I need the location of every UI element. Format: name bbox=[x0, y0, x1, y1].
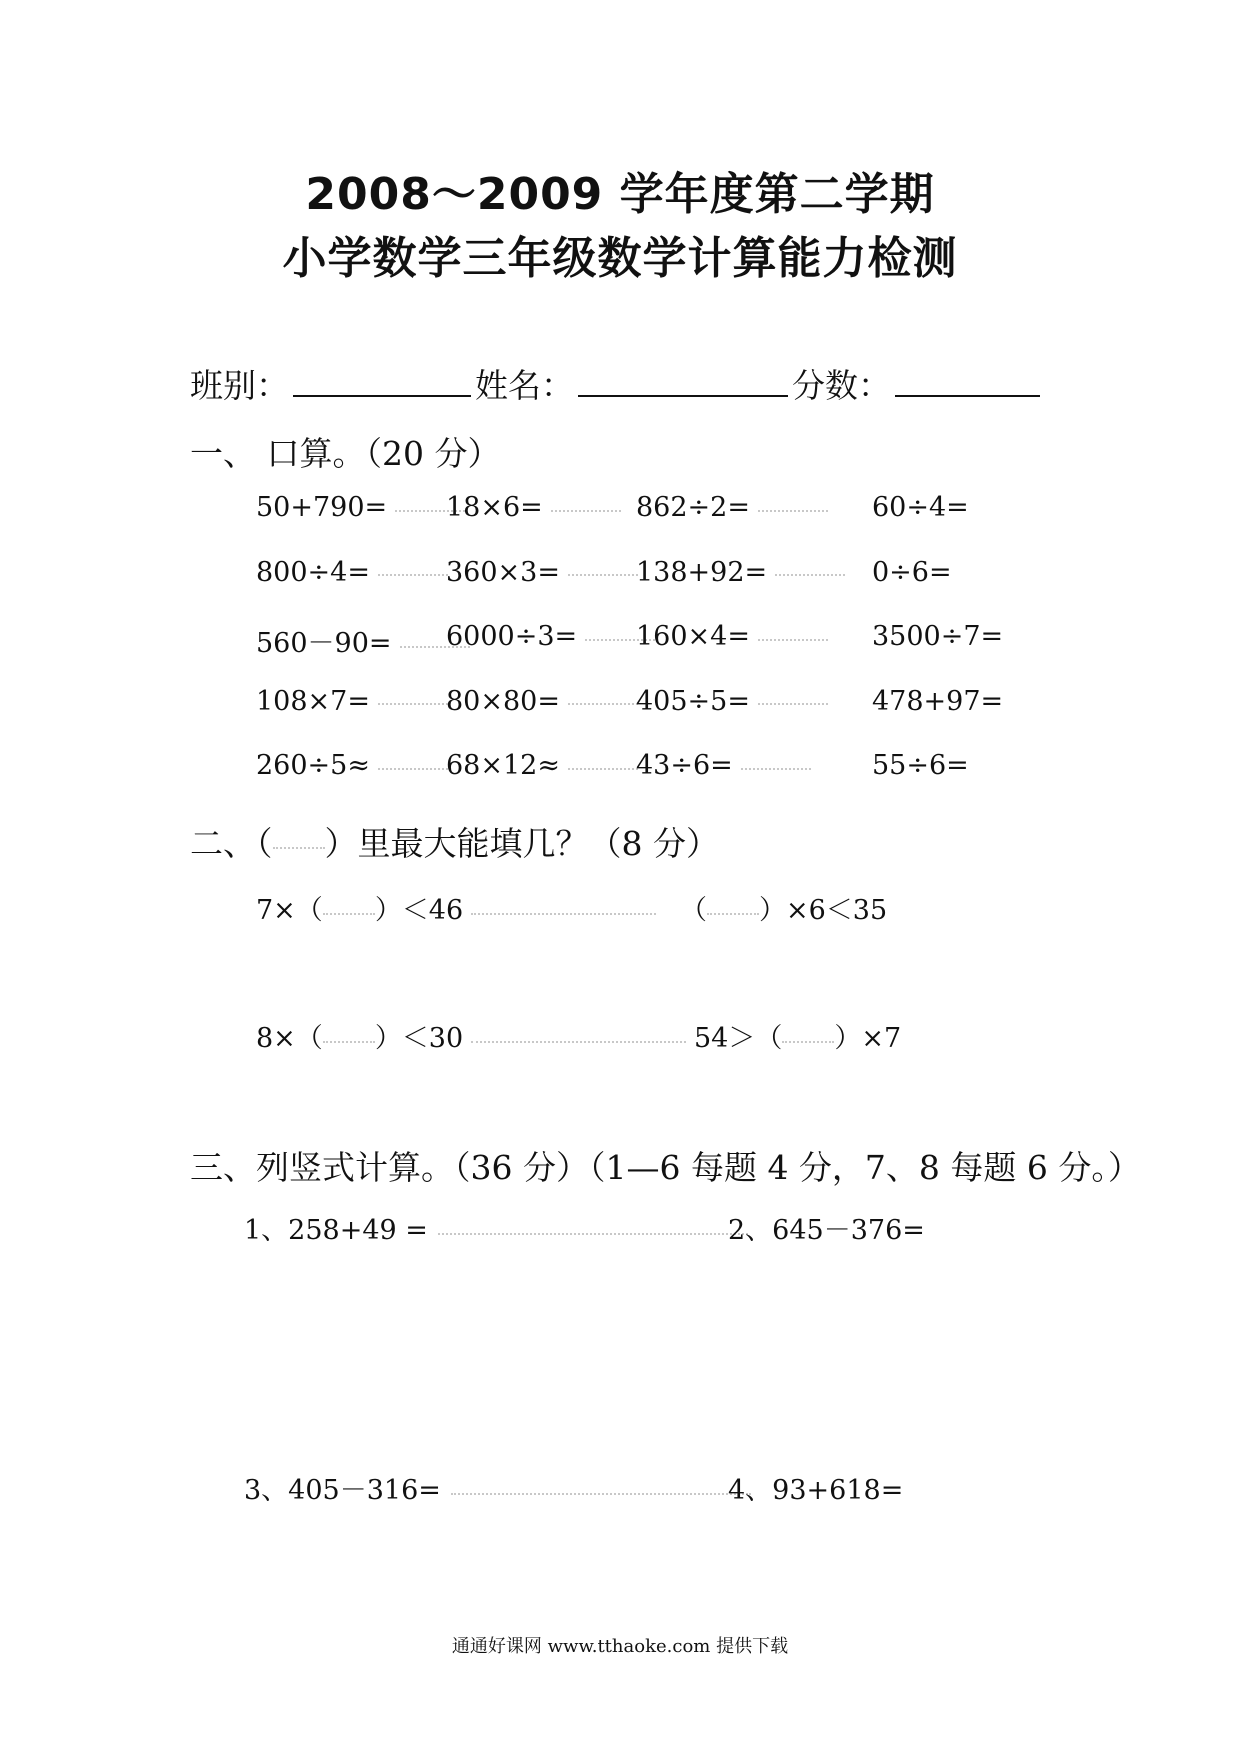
oral-calc-item bbox=[636, 557, 845, 588]
oral-calc-expression: 3500÷7= bbox=[872, 621, 1004, 652]
oral-calc-expression: 138+92= bbox=[636, 556, 768, 588]
fill-gap bbox=[323, 1037, 375, 1043]
fill-item-4-post: ）×7 bbox=[834, 1023, 902, 1054]
oral-calc-item bbox=[256, 750, 448, 781]
name-label: 姓名： bbox=[475, 366, 574, 405]
dotted-leader bbox=[758, 699, 828, 705]
oral-calc-expression: 560－90= bbox=[256, 628, 392, 659]
vertical-calc-1 bbox=[244, 1208, 748, 1247]
oral-calc-item bbox=[872, 686, 1003, 717]
oral-calc-expression: 43÷6= bbox=[636, 750, 733, 781]
dotted-leader bbox=[775, 570, 845, 576]
dotted-leader bbox=[551, 506, 621, 512]
dotted-leader bbox=[568, 570, 638, 576]
section-1-heading: 一、 口算。（20 分） bbox=[190, 434, 501, 473]
oral-calc-item bbox=[446, 621, 655, 652]
student-info-line bbox=[190, 360, 1044, 407]
fill-gap bbox=[707, 909, 759, 915]
vertical-calc-4: 4、93+618= bbox=[728, 1475, 904, 1506]
oral-calc-expression: 50+790= bbox=[256, 492, 388, 523]
oral-calc-expression: 60÷4= bbox=[872, 492, 969, 523]
dotted-leader bbox=[378, 570, 448, 576]
section-2-heading bbox=[190, 818, 719, 865]
oral-calc-expression: 800÷4= bbox=[256, 556, 370, 588]
dotted-leader bbox=[758, 506, 828, 512]
dotted-leader bbox=[758, 635, 828, 641]
oral-calc-item bbox=[636, 686, 828, 717]
name-blank bbox=[578, 365, 788, 397]
oral-calc-item bbox=[636, 750, 811, 781]
oral-calc-item bbox=[256, 492, 465, 523]
score-label: 分数： bbox=[792, 366, 891, 405]
fill-item-1 bbox=[256, 888, 656, 927]
class-blank bbox=[293, 365, 471, 397]
oral-calc-expression: 478+97= bbox=[872, 685, 1004, 717]
oral-calc-expression: 405÷5= bbox=[636, 685, 750, 717]
oral-calc-expression: 260÷5≈ bbox=[256, 750, 370, 781]
fill-item-2-post: ）×6＜35 bbox=[759, 895, 888, 926]
dotted-leader bbox=[568, 764, 638, 770]
oral-calc-expression: 0÷6= bbox=[872, 556, 952, 588]
oral-calc-item bbox=[872, 557, 952, 588]
dotted-leader bbox=[438, 1229, 748, 1235]
fill-gap bbox=[323, 909, 375, 915]
oral-calc-item bbox=[446, 492, 621, 523]
fill-item-3-post: ）＜30 bbox=[374, 1023, 464, 1054]
vertical-calc-1-text: 1、258+49 = bbox=[244, 1215, 428, 1246]
oral-calc-item bbox=[636, 621, 828, 652]
dotted-leader bbox=[568, 699, 638, 705]
footer-credit: 通通好课网 www.tthaoke.com 提供下载 bbox=[451, 1636, 789, 1657]
oral-calc-item bbox=[872, 750, 969, 781]
fill-item-2-pre: （ bbox=[680, 895, 707, 926]
oral-calc-expression: 68×12≈ bbox=[446, 750, 560, 781]
oral-calc-item bbox=[256, 686, 448, 717]
fill-item-3-pre: 8×（ bbox=[256, 1023, 323, 1054]
dotted-leader bbox=[378, 764, 448, 770]
vertical-calc-3 bbox=[244, 1468, 751, 1507]
vertical-calc-3-text: 3、405－316= bbox=[244, 1475, 441, 1506]
oral-calc-expression: 55÷6= bbox=[872, 750, 969, 781]
fill-item-4 bbox=[694, 1016, 901, 1055]
fill-item-2 bbox=[680, 888, 887, 927]
dotted-leader bbox=[471, 1037, 686, 1043]
dotted-leader bbox=[741, 764, 811, 770]
section-2-heading-pre: 二、（ bbox=[190, 824, 273, 863]
oral-calc-item bbox=[256, 621, 470, 660]
section-2-heading-post: ）里最大能填几？（8 分） bbox=[324, 824, 719, 863]
fill-item-1-pre: 7×（ bbox=[256, 895, 323, 926]
oral-calc-expression: 862÷2= bbox=[636, 492, 750, 523]
vertical-calc-2: 2、645－376= bbox=[728, 1215, 925, 1246]
oral-calc-expression: 160×4= bbox=[636, 621, 750, 652]
dotted-leader bbox=[378, 699, 448, 705]
oral-calc-item bbox=[636, 492, 828, 523]
oral-calc-expression: 108×7= bbox=[256, 685, 370, 717]
title-line-1: 2008～2009 学年度第二学期 bbox=[305, 169, 935, 220]
oral-calc-item bbox=[446, 686, 638, 717]
fill-gap bbox=[782, 1037, 834, 1043]
fill-item-3 bbox=[256, 1016, 686, 1055]
oral-calc-expression: 360×3= bbox=[446, 556, 560, 588]
fill-item-4-pre: 54＞（ bbox=[694, 1023, 783, 1054]
heading-paren-gap bbox=[273, 843, 325, 849]
oral-calc-expression: 6000÷3= bbox=[446, 621, 578, 652]
score-blank bbox=[895, 365, 1040, 397]
oral-calc-item bbox=[872, 621, 1003, 652]
oral-calc-item bbox=[446, 750, 638, 781]
oral-calc-expression: 80×80= bbox=[446, 685, 560, 717]
fill-item-1-post: ）＜46 bbox=[374, 895, 464, 926]
oral-calc-item bbox=[446, 557, 638, 588]
section-3-heading: 三、列竖式计算。（36 分）（1—6 每题 4 分，7、8 每题 6 分。） bbox=[190, 1148, 1141, 1187]
oral-calc-expression: 18×6= bbox=[446, 492, 543, 523]
class-label: 班别： bbox=[190, 366, 289, 405]
dotted-leader bbox=[451, 1489, 751, 1495]
oral-calc-item bbox=[256, 557, 448, 588]
oral-calc-item bbox=[872, 492, 969, 523]
dotted-leader bbox=[471, 909, 656, 915]
title-line-2: 小学数学三年级数学计算能力检测 bbox=[282, 233, 958, 284]
